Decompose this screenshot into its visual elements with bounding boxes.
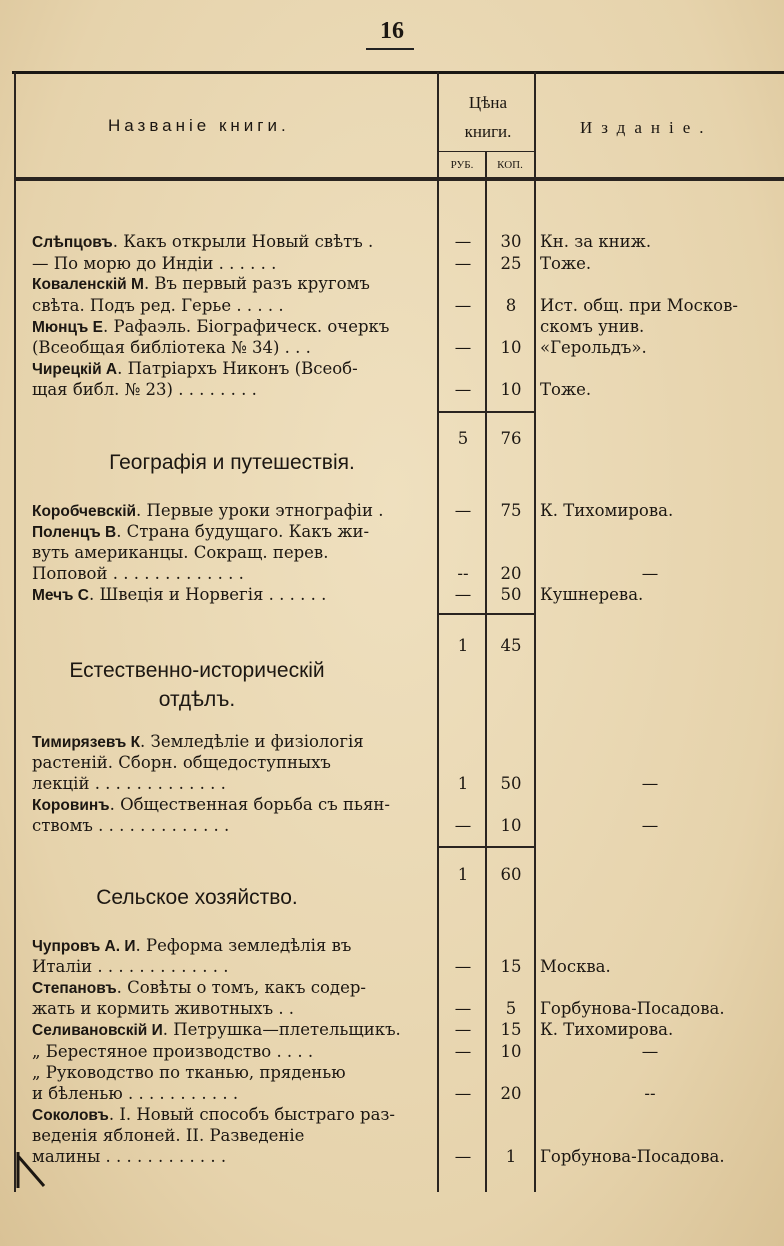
table-row: „ Берестяное производство . . . . — 10 —	[32, 1042, 659, 1061]
header-kop: КОП.	[497, 159, 523, 171]
table-row: Селивановскій И. Петрушка—плетельщикъ. — 15 К. Тихомирова.	[32, 1020, 674, 1039]
header-rub: РУБ.	[450, 159, 474, 171]
table-row: Чирецкій А. Патріархъ Никонъ (Всеоб-	[32, 359, 358, 378]
table-row: Италіи . . . . . . . . . . . . . — 15 Москва.	[32, 957, 611, 976]
header-book-title: Названіе книги.	[108, 116, 290, 135]
table-top-rule	[12, 71, 784, 74]
table-row: лекцій . . . . . . . . . . . . . 1 50 —	[32, 774, 659, 793]
table-row: и бѣленью . . . . . . . . . . . — 20 --	[32, 1084, 656, 1103]
table-row: — По морю до Индіи . . . . . . — 25 Тоже.	[32, 254, 592, 273]
table-row: Соколовъ. I. Новый способъ быстраго раз-	[32, 1105, 395, 1124]
table-row: „ Руководство по тканью, пряденью	[32, 1063, 346, 1082]
header-price	[440, 88, 536, 146]
subtotal-row: 1 45	[457, 636, 522, 655]
table-row: растеній. Сборн. общедоступныхъ	[32, 753, 331, 772]
subtotal-rule-1	[437, 411, 535, 413]
header-price-line2: книги.	[464, 122, 512, 141]
subtotal-rule-2	[437, 613, 535, 615]
table-row: Коваленскій М. Въ первый разъ кругомъ	[32, 274, 370, 293]
page-number: 16	[380, 18, 404, 44]
price-header-divider	[437, 151, 535, 152]
table-row: Поленцъ В. Страна будущаго. Какъ жи-	[32, 522, 370, 541]
corner-mark-icon	[14, 1148, 54, 1190]
page-number-underline	[366, 48, 414, 50]
table-row: Тимирязевъ К. Земледѣліе и физіологія	[32, 732, 364, 751]
table-row: малины . . . . . . . . . . . . — 1 Горбунова-Посадова.	[32, 1147, 725, 1166]
table-row: Мечъ С. Швеція и Норвегія . . . . . . — 50 Кушнерева.	[32, 585, 644, 604]
header-publisher: Изданіе.	[580, 118, 713, 137]
table-row: (Всеобщая библіотека № 34) . . . — 10 «Герольдъ».	[32, 338, 647, 357]
section-heading: Сельское хозяйство.	[96, 886, 298, 909]
header-bottom-rule	[14, 177, 784, 181]
table-row: Коровинъ. Общественная борьба съ пьян-	[32, 795, 390, 814]
table-row: Слѣпцовъ. Какъ открыли Новый свѣтъ . — 30 Кн. за книж.	[32, 232, 652, 251]
section-heading: Географія и путешествія.	[109, 451, 355, 474]
table-row: ствомъ . . . . . . . . . . . . . — 10 —	[32, 816, 659, 835]
table-row: Мюнцъ Е. Рафаэль. Біографическ. очеркъ скомъ унив.	[32, 317, 645, 336]
subtotal-row: 1 60	[457, 865, 522, 884]
subtotal-rule-3	[437, 846, 535, 848]
table-row: Чупровъ А. И. Реформа земледѣлія въ	[32, 936, 352, 955]
header-price-line1: Цѣна	[468, 93, 508, 112]
table-row: Степановъ. Совѣты о томъ, какъ содер-	[32, 978, 366, 997]
table-row: веденія яблоней. II. Разведеніе	[32, 1126, 305, 1145]
table-row: жать и кормить животныхъ . . — 5 Горбунова-Посадова.	[32, 999, 725, 1018]
table-row: Поповой . . . . . . . . . . . . . -- 20 —	[32, 564, 659, 583]
table-row: свѣта. Подъ ред. Герье . . . . . — 8 Ист. общ. при Москов-	[32, 296, 738, 315]
table-row: вуть американцы. Сокращ. перев.	[32, 543, 329, 562]
table-row: Коробчевскій. Первые уроки этнографіи . — 75 К. Тихомирова.	[32, 501, 674, 520]
section-heading: Естественно-историческій отдѣлъ.	[69, 659, 325, 711]
subtotal-row: 5 76	[457, 429, 522, 448]
table-row: щая библ. № 23) . . . . . . . . — 10 Тоже.	[32, 380, 592, 399]
